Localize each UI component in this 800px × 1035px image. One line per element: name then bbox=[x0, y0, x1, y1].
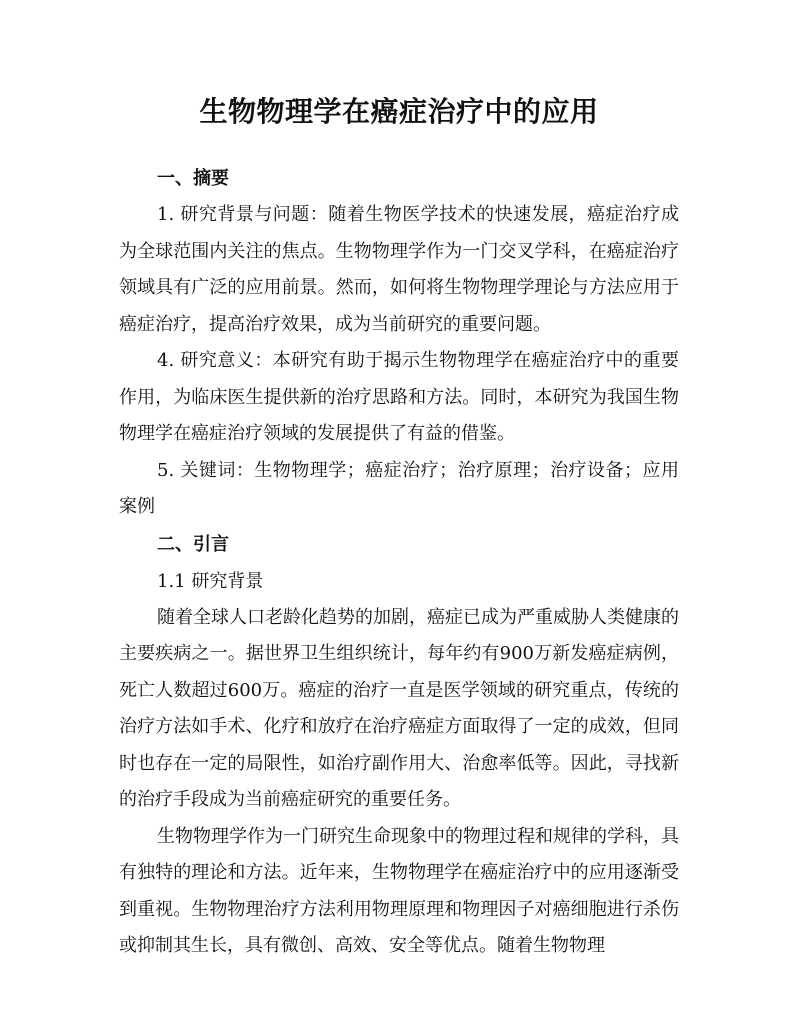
paragraph-keywords: 5. 关键词：生物物理学；癌症治疗；治疗原理；治疗设备；应用案例 bbox=[119, 459, 679, 517]
paragraph-intro-1: 随着全球人口老龄化趋势的加剧，癌症已成为严重威胁人类健康的主要疾病之一。据世界卫生组织统计，每年约有900万新发癌症病例，死亡人数超过600万。癌症的治疗一直是医学领域的研究重点，传统的治疗方法如手术、化疗和放疗在治疗癌症方面取得了一定的成效，但同时也存在一定的局限性，如治疗副作用大、治愈率低等。因此，寻找新的治疗手段成为当前癌症研究的重要任务。 bbox=[119, 606, 679, 810]
paragraph-research-significance: 4. 研究意义：本研究有助于揭示生物物理学在癌症治疗中的重要作用，为临床医生提供新的治疗思路和方法。同时，本研究为我国生物物理学在癌症治疗领域的发展提供了有益的借鉴。 bbox=[119, 350, 679, 444]
document-title: 生物物理学在癌症治疗中的应用 bbox=[199, 95, 599, 128]
paragraph-intro-2: 生物物理学作为一门研究生命现象中的物理过程和规律的学科，具有独特的理论和方法。近年来，生物物理学在癌症治疗中的应用逐渐受到重视。生物物理治疗方法利用物理原理和物理因子对癌细胞进行杀伤或抑制其生长，具有微创、高效、安全等优点。随着生物物理 bbox=[119, 825, 679, 956]
section-heading-abstract: 一、摘要 bbox=[157, 168, 229, 189]
section-heading-introduction: 二、引言 bbox=[157, 533, 229, 555]
paragraph-research-background: 1. 研究背景与问题：随着生物医学技术的快速发展，癌症治疗成为全球范围内关注的焦点。生物物理学作为一门交叉学科，在癌症治疗领域具有广泛的应用前景。然而，如何将生物物理学理论与方法应用于癌症治疗，提高治疗效果，成为当前研究的重要问题。 bbox=[119, 204, 679, 335]
subsection-heading-background: 1.1 研究背景 bbox=[157, 570, 264, 592]
